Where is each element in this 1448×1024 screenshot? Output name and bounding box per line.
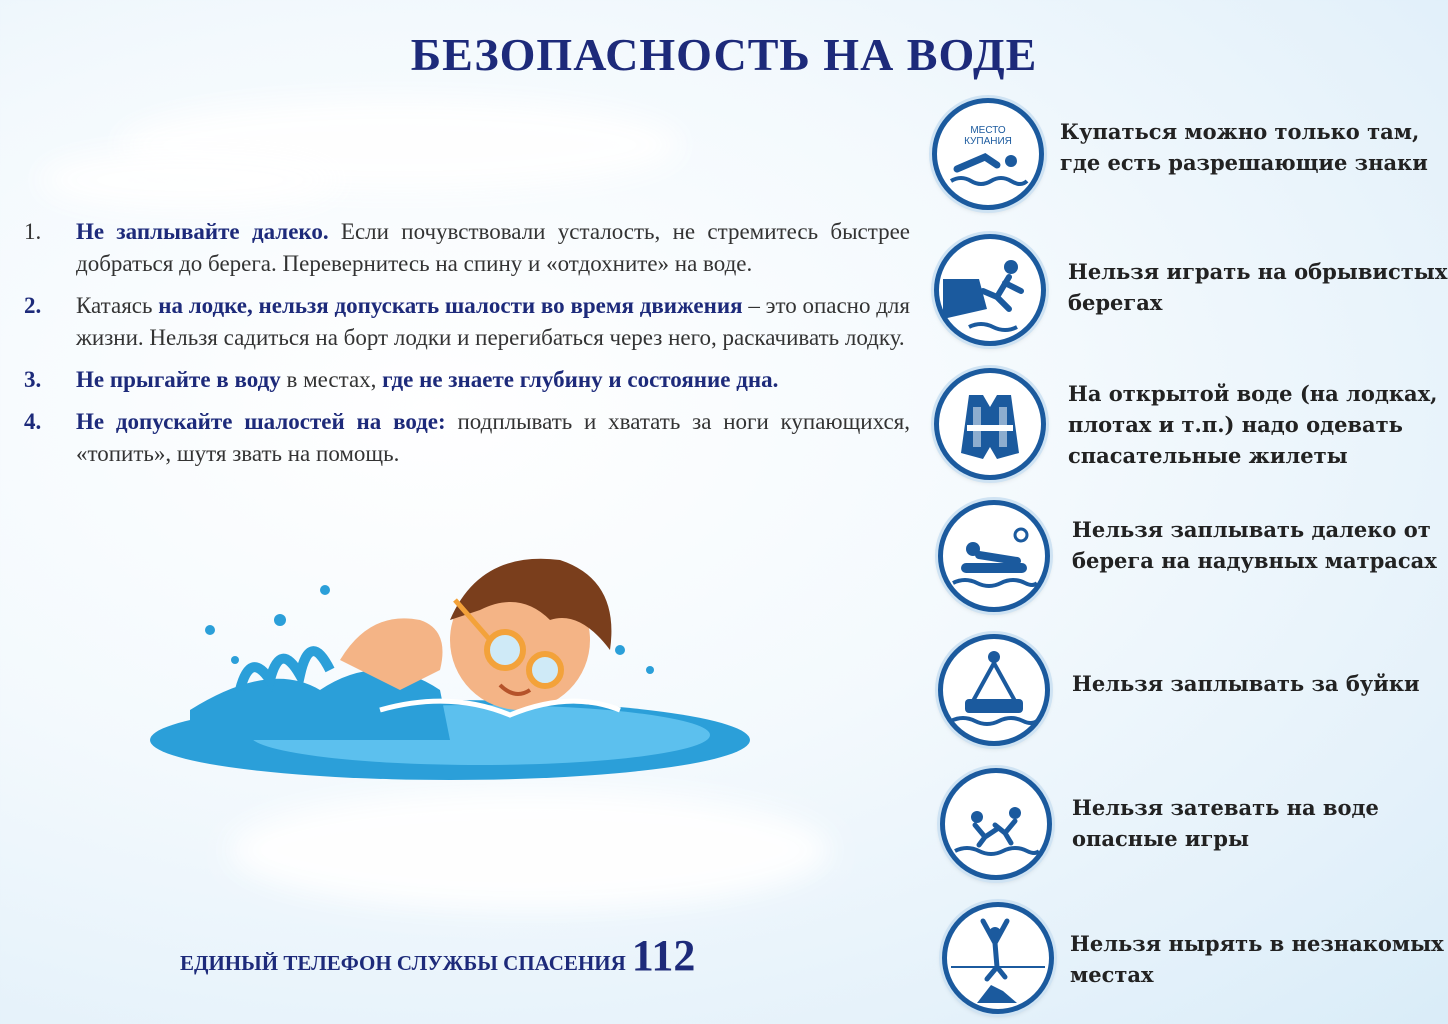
cliff-fall-icon [934, 234, 1046, 346]
sign-text: Нельзя затевать на воде опасные игры [1072, 795, 1379, 851]
rule-item [24, 364, 910, 396]
rescue-phone-number: 112 [631, 931, 696, 980]
diving-icon [942, 902, 1054, 1014]
rule-bold: Не допускайте шалостей на воде: [76, 409, 446, 434]
rule-text [76, 216, 910, 280]
rule-bold: Не прыгайте в воду [76, 367, 281, 392]
rule-text [76, 364, 910, 396]
rule-number: 2. [24, 293, 42, 318]
rescue-phone-label: ЕДИНЫЙ ТЕЛЕФОН СЛУЖБЫ СПАСЕНИЯ [180, 951, 626, 975]
air-mattress-icon [938, 500, 1050, 612]
rule-bold: Не заплывайте далеко. [76, 219, 329, 244]
life-vest-icon [934, 368, 1046, 480]
rule-item [24, 406, 910, 470]
swimming-boy-illustration [150, 540, 780, 810]
rule-rest: Если почувствовали усталость, не стремитесь быстрее добраться до берега. Перевернитесь на спину и «отдохните» на воде. [76, 219, 910, 276]
rule-number: 1. [24, 219, 42, 244]
swimming-place-sign-icon [932, 98, 1044, 210]
sign-label: МЕСТО КУПАНИЯ [964, 125, 1012, 147]
sign-text: Нельзя заплывать за буйки [1072, 671, 1420, 696]
rule-text [76, 406, 910, 470]
rule-rest: – это опасно для жизни. Нельзя садиться на борт лодки и перегибаться через него, раскачивать лодку. [76, 293, 910, 350]
rule-item [24, 290, 910, 354]
rule-item [24, 216, 910, 280]
rule-rest: подплывать и хватать за ноги купающихся, «топить», шутя звать на помощь. [76, 409, 910, 466]
rule-mid: в местах, [280, 367, 383, 392]
rule-number: 4. [24, 409, 42, 434]
sign-text: Нельзя играть на обрывистых берегах [1068, 259, 1448, 315]
water-games-icon [940, 768, 1052, 880]
sign-text: На открытой воде (на лодках, плотах и т.п.) надо одевать спасательные жилеты [1068, 381, 1438, 468]
rule-number: 3. [24, 367, 42, 392]
buoy-icon [938, 634, 1050, 746]
rules-list [24, 216, 910, 480]
rule-bold-2: где не знаете глубину и состояние дна. [382, 367, 779, 392]
rule-text [76, 290, 910, 354]
sign-text: Нельзя нырять в незнакомых местах [1070, 931, 1444, 987]
rule-bold: на лодке, нельзя допускать шалости во время движения [158, 293, 743, 318]
sign-text: Нельзя заплывать далеко от берега на надувных матрасах [1072, 517, 1437, 573]
rule-pre: Катаясь [76, 293, 159, 318]
rescue-phone [180, 930, 695, 981]
sign-text: Купаться можно только там, где есть разрешающие знаки [1060, 119, 1428, 175]
page-title: БЕЗОПАСНОСТЬ НА ВОДЕ [410, 29, 1038, 80]
